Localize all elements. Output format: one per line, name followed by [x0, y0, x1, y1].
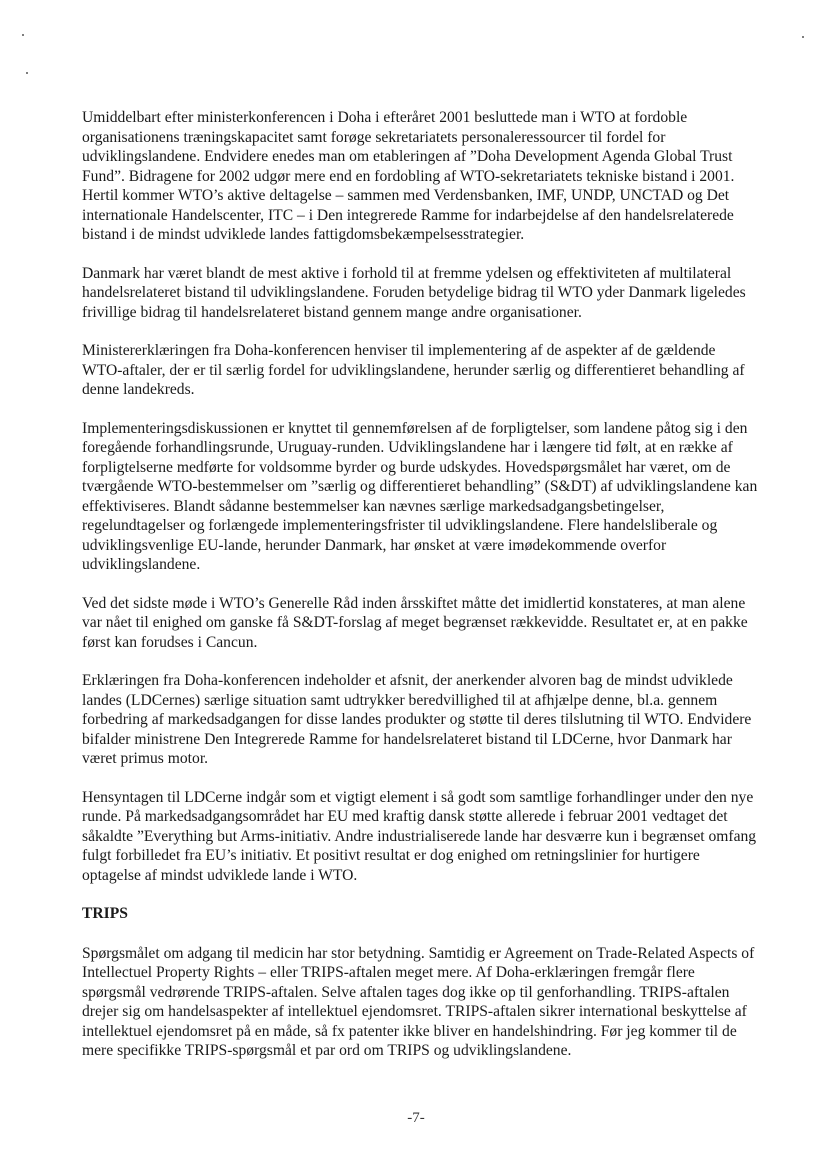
- document-body: [82, 108, 758, 1080]
- paragraph-trips: Spørgsmålet om adgang til medicin har stor betydning. Samtidig er Agreement on Trade-Related Aspects of Intellectuel Property Rights – eller TRIPS-aftalen meget mere. Af Doha-erklæringen fremgår flere spørgsmål vedrørende TRIPS-aftalen. Selve aftalen tages dog ikke op til genforhandling. TRIPS-aftalen drejer sig om handelsaspekter af intellektuel ejendomsret. TRIPS-aftalen sikrer international beskyttelse af intellektuel ejendomsret på en måde, så fx patenter ikke bliver en handelshindring. Før jeg kommer til de mere specifikke TRIPS-spørgsmål et par ord om TRIPS og udviklingslandene.: [82, 944, 755, 1059]
- section-heading-trips: TRIPS: [82, 905, 128, 922]
- paragraph-ldc-declaration: Erklæringen fra Doha-konferencen indeholder et afsnit, der anerkender alvoren bag de mindst udviklede landes (LDCernes) særlige situation samt udtrykker beredvillighed til at afhjælpe denne, bl.a. gennem forbedring af markedsadgangen for disse landes produkter og støtte til deres tilslutning til WTO. Endvidere bifalder ministrene Den Integrerede Ramme for handelsrelateret bistand til LDCerne, hvor Danmark har været primus motor.: [82, 672, 752, 767]
- scan-speck: [22, 34, 24, 36]
- paragraph-general-council: Ved det sidste møde i WTO’s Generelle Råd inden årsskiftet måtte det imidlertid konstateres, at man alene var nået til enighed om ganske få S&DT-forslag af meget begrænset rækkevidde. Resultatet er, at en pakke først kan forudses i Cancun.: [82, 594, 748, 651]
- scan-speck: [802, 36, 804, 38]
- scan-speck: [26, 72, 28, 74]
- paragraph-implementation: Implementeringsdiskussionen er knyttet til gennemførelsen af de forpligtelser, som landene påtog sig i den foregående forhandlingsrunde, Uruguay-runden. Udviklingslandene har i længere tid følt, at en række af forpligtelserne medførte for voldsomme byrder og burde udskydes. Hovedspørgsmålet har været, om de tværgående WTO-bestemmelser om ”særlig og differentieret behandling” (S&DT) af udviklingslandene kan effektiviseres. Blandt sådanne bestemmelser kan nævnes særlige markedsadgangsbetingelser, regelundtagelser og forlængede implementeringsfrister til udviklingslandene. Flere handelsliberale og udviklingsvenlige EU-lande, herunder Danmark, har ønsket at være imødekommende overfor udviklingslandene.: [82, 419, 758, 573]
- paragraph-ministerial-declaration: Ministererklæringen fra Doha-konferencen henviser til implementering af de aspekter af de gældende WTO-aftaler, der er til særlig fordel for udviklingslandene, herunder særlig og differentieret behandling af denne landekreds.: [82, 342, 745, 398]
- page-number: -7-: [407, 1110, 425, 1126]
- paragraph-doha-training: Umiddelbart efter ministerkonferencen i Doha i efteråret 2001 besluttede man i WTO at fordoble organisationens træningskapacitet samt forøge sekretariatets personaleressourcer til fordel for udviklingslandene. Endvidere enedes man om etableringen af ”Doha Development Agenda Global Trust Fund”. Bidragene for 2002 udgør mere end en fordobling af WTO-sekretariatets tekniske bistand i 2001. Hertil kommer WTO’s aktive deltagelse – sammen med Verdensbanken, IMF, UNDP, UNCTAD og Det internationale Handelscenter, ITC – i Den integrerede Ramme for indarbejdelse af den handelsrelaterede bistand i de mindst udviklede landes fattigdomsbekæmpelsesstrategier.: [82, 109, 735, 243]
- paragraph-ldc-negotiations: Hensyntagen til LDCerne indgår som et vigtigt element i så godt som samtlige forhandlinger under den nye runde. På markedsadgangsområdet har EU med kraftig dansk støtte allerede i februar 2001 vedtaget det såkaldte ”Everything but Arms-initiativ. Andre industrialiserede lande har desværre kun i begrænset omfang fulgt forbilledet fra EU’s initiativ. Et positivt resultat er dog enighed om retningslinier for hurtigere optagelse af mindst udviklede lande i WTO.: [82, 788, 757, 884]
- paragraph-denmark-support: Danmark har været blandt de mest aktive i forhold til at fremme ydelsen og effektiviteten af multilateral handelsrelateret bistand til udviklingslandene. Foruden betydelige bidrag til WTO yder Danmark ligeledes frivillige bidrag til handelsrelateret bistand gennem mange andre organisationer.: [82, 264, 746, 321]
